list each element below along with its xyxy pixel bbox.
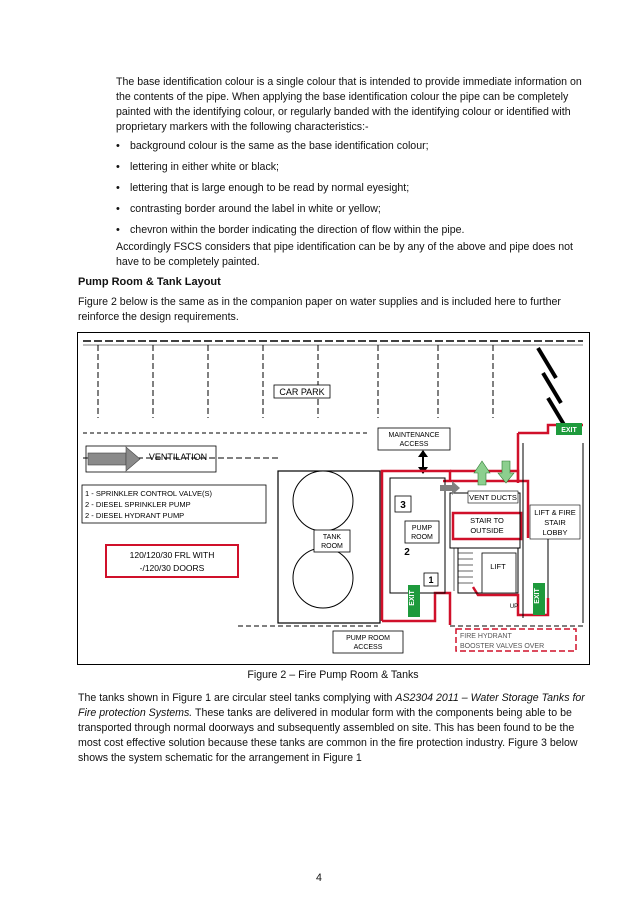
exit-sign-icon: [556, 423, 582, 435]
exit-sign-icon: [408, 585, 420, 617]
vent-ducts-label: VENT DUCTS: [469, 493, 517, 502]
stair-treads: [454, 548, 473, 591]
booster-label-2: BOOSTER VALVES OVER: [460, 643, 545, 650]
list-item: • chevron within the border indicating the direction of flow within the pipe.: [116, 223, 586, 244]
tank-room-label-1: TANK: [322, 534, 342, 541]
section-heading: Pump Room & Tank Layout: [78, 276, 221, 288]
maintenance-access-label-1: MAINTENANCE: [388, 432, 440, 439]
closing-paragraph: The tanks shown in Figure 1 are circular steel tanks complying with AS2304 2011 – Water Storage Tanks for Fire protection Systems. These tanks are delivered in modular form with the components being able to be transported through normal doorways and subsequently assembled on site. This has been found to be the most cost effective solution because these tanks are common in the fire protection industry. Figure 3 below shows the system schematic for the arrangement in Figure 1: [78, 692, 585, 764]
exit-sign-icon: [533, 583, 545, 615]
frl-note-line-1: 120/120/30 FRL WITH: [129, 550, 215, 560]
characteristics-list: [116, 139, 586, 244]
up-label: UP: [509, 604, 519, 610]
list-item: • contrasting border around the label in white or yellow;: [116, 202, 586, 223]
ventilation-arrow-icon: [88, 447, 140, 471]
tank-circle: [293, 471, 353, 531]
intro-paragraph: The base identification colour is a single colour that is intended to provide immediate information on the contents of the pipe. When applying the base identification colour the pipe can be completely painted with the identifying colour, or regularly banded with the identifying colour or identified with proprietary markers with the following characteristics:-: [116, 76, 582, 133]
legend-line-3: 2 - DIESEL HYDRANT PUMP: [85, 511, 185, 520]
floor-plan-figure: [77, 332, 590, 665]
tank-circle: [293, 548, 353, 608]
lift-label: LIFT: [490, 562, 506, 571]
stair-to-outside-label-2: OUTSIDE: [470, 526, 504, 535]
car-park-label: CAR PARK: [279, 387, 325, 397]
legend-line-1: 1 - SPRINKLER CONTROL VALVE(S): [85, 489, 212, 498]
pump-room-access-label-1: PUMP ROOM: [346, 635, 390, 642]
lobby-label-3: LOBBY: [542, 528, 568, 537]
floor-plan-drawing: [78, 333, 588, 663]
conclusion-paragraph: Accordingly FSCS considers that pipe identification can be by any of the above and pipe does not have to be completely painted.: [116, 241, 573, 268]
pump-room-access-label-2: ACCESS: [353, 644, 383, 651]
svg-text:EXIT: EXIT: [534, 588, 541, 604]
section-paragraph: Figure 2 below is the same as in the companion paper on water supplies and is included here to further reinforce the design requirements.: [78, 296, 561, 323]
figure-caption: Figure 2 – Fire Pump Room & Tanks: [247, 669, 419, 681]
marker-1: 1: [428, 575, 434, 585]
list-item: • lettering in either white or black;: [116, 160, 586, 181]
lobby-label-1: LIFT & FIRE: [534, 508, 576, 517]
svg-text:EXIT: EXIT: [409, 590, 416, 606]
pump-room-label-1: PUMP: [411, 525, 433, 532]
booster-label-1: FIRE HYDRANT: [460, 633, 512, 640]
frl-note-line-2: -/120/30 DOORS: [139, 563, 205, 573]
tank-room-label-2: ROOM: [321, 543, 343, 550]
maintenance-access-label-2: ACCESS: [399, 441, 429, 448]
list-item: • lettering that is large enough to be read by normal eyesight;: [116, 181, 586, 202]
pump-room-label-2: ROOM: [411, 534, 433, 541]
marker-3: 3: [400, 500, 406, 511]
stair-to-outside-label-1: STAIR TO: [470, 516, 504, 525]
hatch-marking: [538, 348, 566, 428]
ventilation-label: VENTILATION: [148, 452, 208, 462]
marker-2: 2: [404, 547, 410, 558]
svg-text:EXIT: EXIT: [561, 427, 577, 434]
legend-line-2: 2 - DIESEL SPRINKLER PUMP: [85, 500, 191, 509]
lobby-label-2: STAIR: [544, 518, 566, 527]
page-number: 4: [316, 872, 322, 884]
list-item: • background colour is the same as the base identification colour;: [116, 139, 586, 160]
